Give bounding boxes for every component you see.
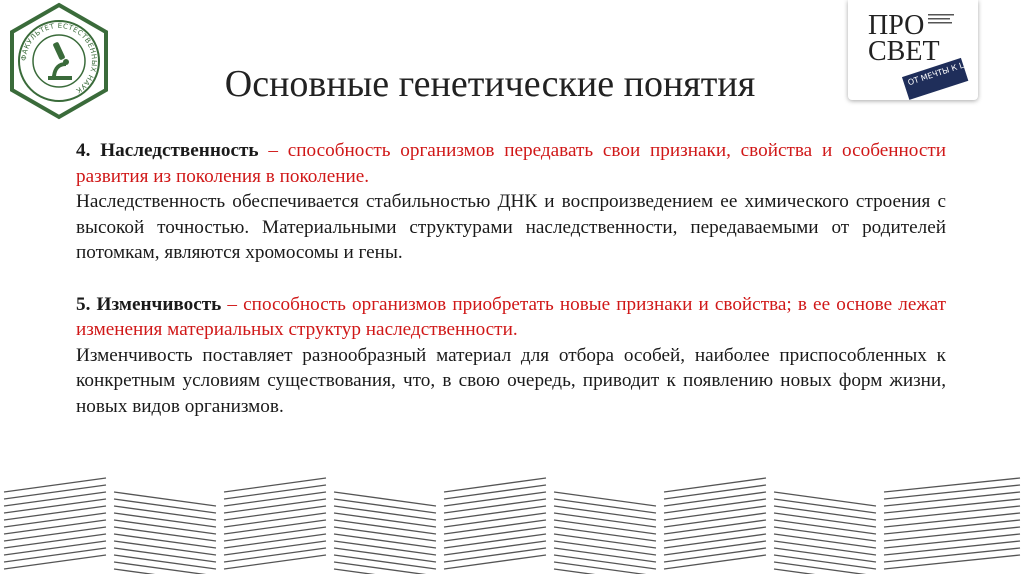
decor-stripe — [664, 520, 766, 534]
decor-stripe — [664, 499, 766, 513]
slide-title: Основные генетические понятия — [224, 63, 756, 105]
decor-stripe — [4, 499, 106, 513]
prosvet-logo-line1: ПРО — [868, 10, 925, 41]
term-number: 4. — [76, 140, 91, 161]
decor-stripe — [554, 506, 656, 520]
decor-stripe — [554, 555, 656, 569]
decor-stripe — [4, 506, 106, 520]
decor-stripe — [114, 513, 216, 527]
decor-stripe — [334, 527, 436, 541]
seal-ring-text: ФАКУЛЬТЕТ ЕСТЕСТВЕННЫХ НАУК — [19, 21, 99, 95]
decor-stripe — [114, 506, 216, 520]
decor-stripe — [114, 492, 216, 506]
decor-stripe — [224, 527, 326, 541]
decor-stripe — [4, 513, 106, 527]
decor-stripe — [884, 555, 1020, 569]
decor-stripe — [884, 548, 1020, 562]
decor-stripe — [664, 555, 766, 569]
decor-stripe — [554, 499, 656, 513]
decor-stripe — [444, 513, 546, 527]
decor-stripe — [774, 548, 876, 562]
decor-stripe — [444, 485, 546, 499]
decor-stripe — [4, 534, 106, 548]
decor-stripe — [444, 506, 546, 520]
decor-stripe — [224, 555, 326, 569]
decor-stripe — [334, 506, 436, 520]
decor-stripe — [4, 478, 106, 492]
decor-stripe — [774, 492, 876, 506]
decor-stripe — [774, 541, 876, 555]
definition-variability — [76, 292, 946, 343]
decor-stripe — [664, 513, 766, 527]
decor-stripe — [774, 499, 876, 513]
definition-heredity-text: способность организмов передавать свои признаки, свойства и особенности развития из поколения в поколение. — [76, 140, 947, 187]
decor-stripe — [664, 492, 766, 506]
decor-stripe — [334, 541, 436, 555]
decor-stripe — [224, 485, 326, 499]
term-dash: – — [221, 293, 244, 315]
decor-stripe — [444, 555, 546, 569]
decor-stripe — [334, 548, 436, 562]
decor-stripe — [224, 499, 326, 513]
prosvet-logo-banner: ОТ МЕЧТЫ К ЦЕЛИ — [906, 54, 978, 88]
term-variability: Изменчивость — [96, 293, 222, 315]
decor-stripe — [884, 492, 1020, 506]
decor-stripe — [224, 548, 326, 562]
decor-stripe — [884, 485, 1020, 499]
decor-stripe — [224, 513, 326, 527]
decor-stripe — [4, 492, 106, 506]
decor-stripe — [224, 541, 326, 555]
decor-stripe — [114, 555, 216, 569]
decor-stripe — [114, 534, 216, 548]
decor-stripe — [664, 506, 766, 520]
decor-stripe — [224, 520, 326, 534]
decor-stripe — [4, 548, 106, 562]
decor-stripe — [774, 555, 876, 569]
decor-stripe — [884, 527, 1020, 541]
decor-stripe — [334, 499, 436, 513]
decor-stripe — [444, 492, 546, 506]
decor-stripe — [884, 499, 1020, 513]
definition-variability-text: способность организмов приобретать новые признаки и свойства; в ее основе лежат изменения материальных структур наследственности. — [76, 293, 946, 341]
decor-stripe — [224, 506, 326, 520]
decor-stripe — [664, 534, 766, 548]
definition-heredity — [76, 138, 946, 189]
decor-stripe — [554, 541, 656, 555]
decor-stripe — [774, 513, 876, 527]
decor-stripe — [444, 541, 546, 555]
prosvet-logo — [848, 0, 978, 100]
decor-stripe — [4, 555, 106, 569]
decor-stripe — [664, 548, 766, 562]
decor-stripe — [334, 562, 436, 574]
decor-stripe — [334, 520, 436, 534]
explanation-variability: Изменчивость поставляет разнообразный материал для отбора особей, наиболее приспособленных к конкретным условиям существования, что, в свою очередь, приводит к появлению новых форм жизни, новых видов организмов. — [76, 344, 946, 417]
decor-stripe — [114, 527, 216, 541]
decor-stripe — [774, 527, 876, 541]
term-heredity: Наследственность — [100, 140, 259, 161]
decor-stripe — [664, 478, 766, 492]
decor-stripe — [444, 548, 546, 562]
decor-stripe — [224, 492, 326, 506]
decor-stripe — [224, 478, 326, 492]
decor-stripe — [444, 478, 546, 492]
decor-stripe — [884, 478, 1020, 492]
decor-stripe — [554, 492, 656, 506]
decor-stripe — [444, 499, 546, 513]
decor-stripe — [774, 506, 876, 520]
content-body — [76, 138, 946, 420]
decor-stripe — [114, 548, 216, 562]
decor-stripe — [664, 541, 766, 555]
decor-stripe — [554, 534, 656, 548]
decor-stripe — [114, 499, 216, 513]
decor-stripe — [554, 562, 656, 574]
decor-stripe — [224, 534, 326, 548]
decor-stripe — [554, 548, 656, 562]
decor-stripe — [114, 541, 216, 555]
decor-stripe — [334, 513, 436, 527]
decor-stripe — [444, 534, 546, 548]
decor-stripe — [554, 520, 656, 534]
decor-stripe — [334, 492, 436, 506]
decor-stripe — [444, 527, 546, 541]
term-dash: – — [258, 140, 288, 161]
decor-stripe — [4, 485, 106, 499]
decor-stripe — [774, 562, 876, 574]
decorative-line-pattern — [0, 470, 1024, 574]
decor-stripe — [664, 527, 766, 541]
decor-stripe — [4, 541, 106, 555]
decor-stripe — [884, 541, 1020, 555]
decor-stripe — [114, 562, 216, 574]
explanation-heredity: Наследственность обеспечивается стабильностью ДНК и воспроизведением ее химического строения с высокой точностью. Материальными структурами наследственности, передаваемыми от родителей потомкам, являются хромосомы и гены. — [76, 191, 946, 264]
decor-stripe — [444, 520, 546, 534]
decor-stripe — [664, 485, 766, 499]
decor-stripe — [334, 534, 436, 548]
decor-stripe — [884, 506, 1020, 520]
decor-stripe — [884, 534, 1020, 548]
decor-stripe — [554, 527, 656, 541]
decor-stripe — [884, 513, 1020, 527]
decor-stripe — [774, 534, 876, 548]
prosvet-logo-line2: СВЕТ — [868, 36, 940, 67]
faculty-seal-logo — [6, 2, 112, 120]
prosvet-logo-graphic — [848, 0, 978, 100]
decor-stripe — [4, 520, 106, 534]
decor-stripe — [114, 520, 216, 534]
decor-stripe — [334, 555, 436, 569]
term-number: 5. — [76, 293, 91, 315]
decor-stripe — [554, 513, 656, 527]
decor-stripe — [884, 520, 1020, 534]
decor-stripe — [774, 520, 876, 534]
decor-stripe — [4, 527, 106, 541]
